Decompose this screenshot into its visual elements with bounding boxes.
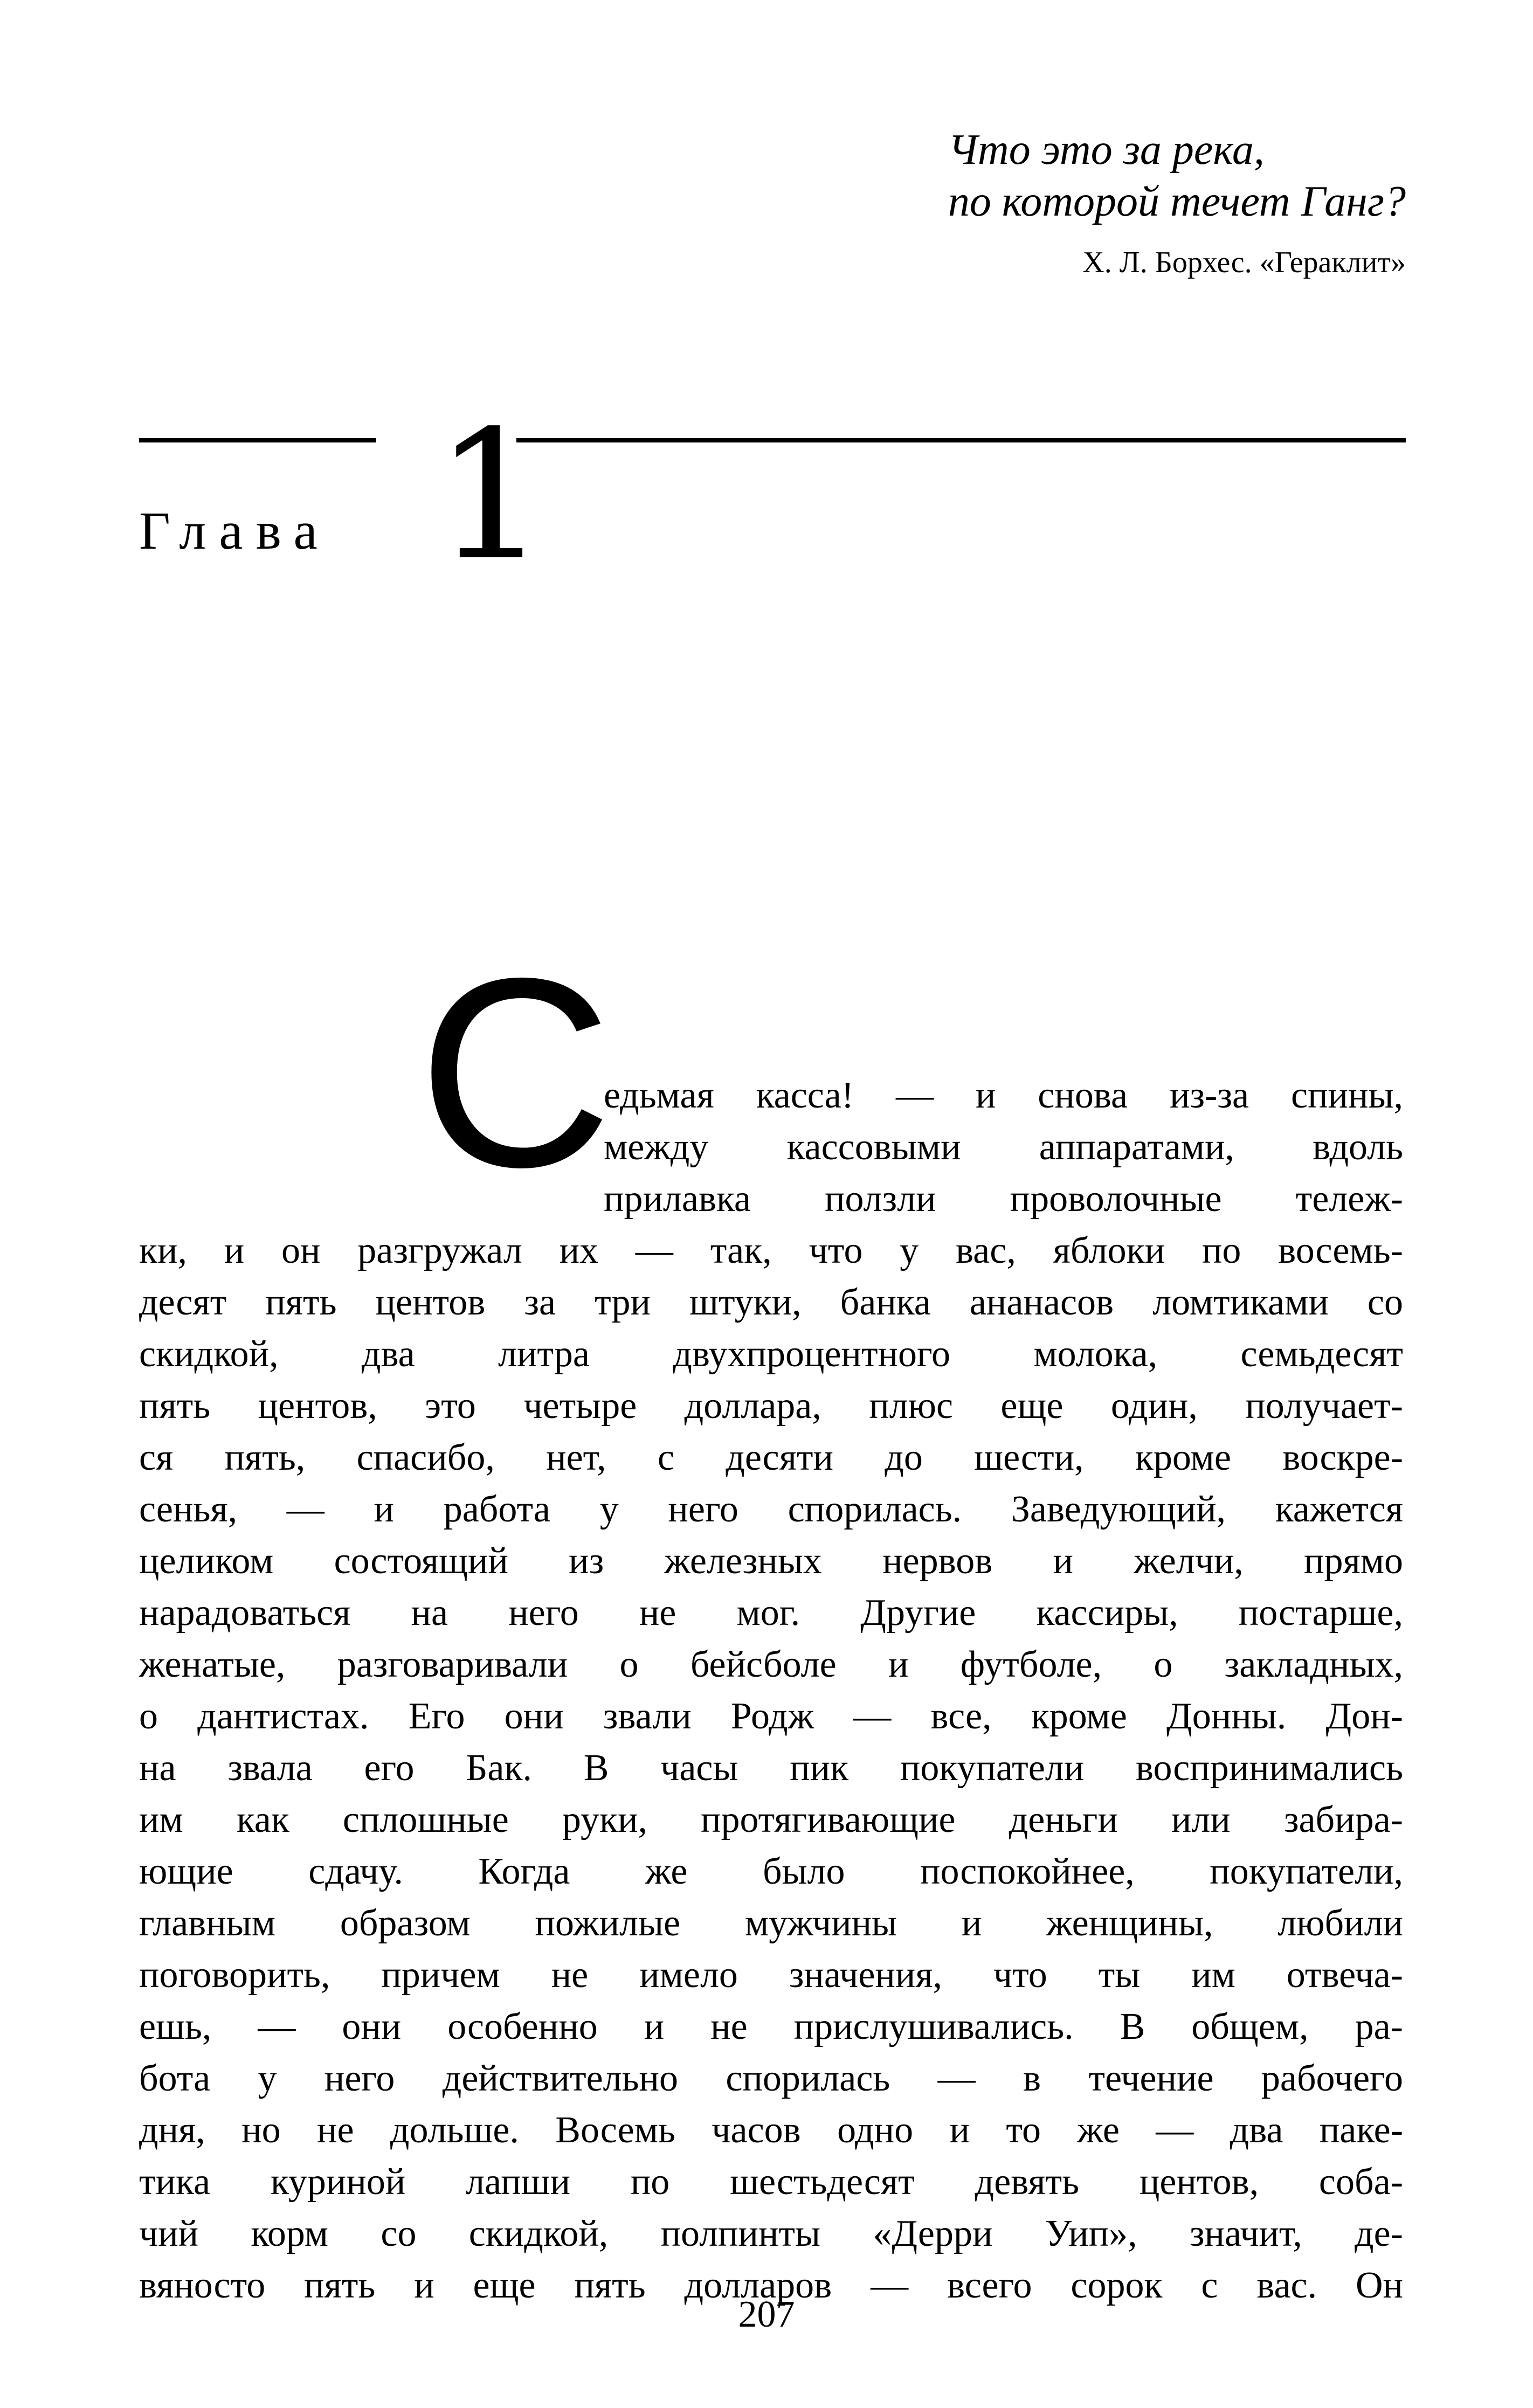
epigraph-line-2: по которой течет Ганг? <box>948 178 1406 225</box>
text-line: ки, и он разгружал их — так, что у вас, яблоки по восемь- <box>139 1230 1403 1271</box>
text-line: пять центов, это четыре доллара, плюс еще один, получает- <box>139 1385 1403 1427</box>
text-line: вяносто пять и еще пять долларов — всего сорок с вас. Он <box>139 2265 1403 2306</box>
chapter-rule-right <box>516 438 1406 442</box>
text-line: поговорить, причем не имело значения, что ты им отвеча- <box>139 1954 1403 1996</box>
text-line: целиком состоящий из железных нервов и желчи, прямо <box>139 1540 1403 1582</box>
drop-cap: С <box>418 922 613 1223</box>
chapter-header <box>139 392 1406 599</box>
text-line: главным образом пожилые мужчины и женщины, любили <box>139 1902 1403 1944</box>
text-line: между кассовыми аппаратами, вдоль <box>604 1126 1403 1168</box>
text-line: нарадоваться на него не мог. Другие кассиры, постарше, <box>139 1592 1403 1634</box>
text-line: женатые, разговаривали о бейсболе и футболе, о закладных, <box>139 1644 1403 1685</box>
text-line: дня, но не дольше. Восемь часов одно и то же — два паке- <box>139 2109 1403 2151</box>
chapter-number: 1 <box>434 392 548 599</box>
chapter-word: Глава <box>139 501 330 561</box>
text-line: им как сплошные руки, протягивающие деньги или забира- <box>139 1799 1403 1840</box>
text-line: бота у него действительно спорилась — в течение рабочего <box>139 2058 1403 2099</box>
body-text <box>139 922 1403 2306</box>
text-line: чий корм со скидкой, полпинты «Дерри Уип», значит, де- <box>139 2213 1403 2254</box>
text-line: едьмая касса! — и снова из-за спины, <box>604 1075 1403 1116</box>
page-number: 207 <box>738 2294 795 2335</box>
epigraph <box>948 124 1406 281</box>
text-line: на звала его Бак. В часы пик покупатели воспринимались <box>139 1747 1403 1789</box>
chapter-rule-left <box>139 438 376 442</box>
text-line: ющие сдачу. Когда же было поспокойнее, покупатели, <box>139 1851 1403 1892</box>
text-line: ся пять, спасибо, нет, с десяти до шести, кроме воскре- <box>139 1437 1403 1478</box>
text-line: тика куриной лапши по шестьдесят девять центов, соба- <box>139 2161 1403 2203</box>
text-line: о дантистах. Его они звали Родж — все, кроме Донны. Дон- <box>139 1696 1403 1737</box>
text-line: сенья, — и работа у него спорилась. Заведующий, кажется <box>139 1489 1403 1530</box>
text-line: скидкой, два литра двухпроцентного молока, семьдесят <box>139 1333 1403 1375</box>
epigraph-line-1: Что это за река, <box>948 126 1265 174</box>
text-line: прилавка ползли проволочные тележ- <box>604 1178 1403 1220</box>
text-line: ешь, — они особенно и не прислушивались. В общем, ра- <box>139 2006 1403 2047</box>
text-line: десят пять центов за три штуки, банка ананасов ломтиками со <box>139 1282 1403 1323</box>
epigraph-source: Х. Л. Борхес. «Гераклит» <box>1082 246 1406 279</box>
